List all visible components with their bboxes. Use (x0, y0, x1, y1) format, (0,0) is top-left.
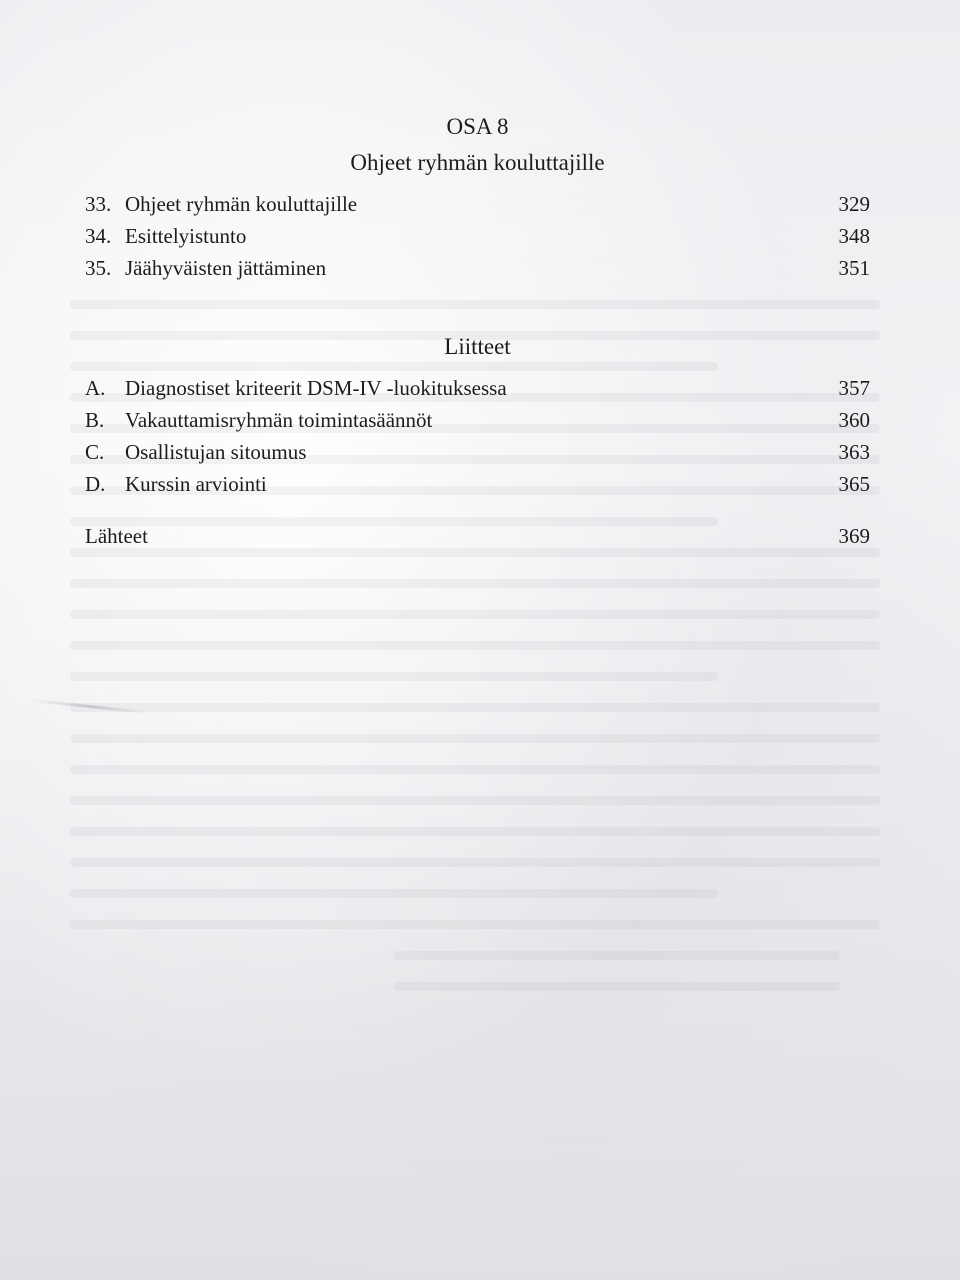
page-number: 348 (838, 224, 870, 248)
part-title: Ohjeet ryhmän kouluttajille (350, 150, 605, 175)
toc-entry-appendix-a (85, 376, 870, 408)
page-number: 329 (838, 192, 870, 216)
chapter-number: 35. (85, 256, 112, 280)
appendix-list (85, 376, 870, 504)
toc-entry-chapter-35 (85, 256, 870, 288)
toc-entry-references (85, 524, 870, 556)
page-number: 369 (838, 524, 870, 548)
page-number: 365 (838, 472, 870, 496)
chapter-number: 34. (85, 224, 112, 248)
appendix-letter: B. (85, 408, 105, 432)
appendix-title: Osallistujan sitoumus (125, 440, 307, 464)
chapter-title: Esittelyistunto (125, 224, 247, 248)
part-label: OSA 8 (446, 114, 509, 139)
page-number: 360 (838, 408, 870, 432)
appendix-title: Vakauttamisryhmän toimintasäännöt (125, 408, 433, 432)
paper-crease (30, 699, 150, 715)
appendix-letter: C. (85, 440, 105, 464)
toc-entry-chapter-33 (85, 192, 870, 224)
appendix-title: Kurssin arviointi (125, 472, 267, 496)
chapter-title: Ohjeet ryhmän kouluttajille (125, 192, 358, 216)
toc-entry-appendix-b (85, 408, 870, 440)
toc-entry-appendix-d (85, 472, 870, 504)
appendices-heading: Liitteet (444, 334, 511, 359)
appendix-title: Diagnostiset kriteerit DSM-IV -luokituksessa (125, 376, 507, 400)
page-number: 363 (838, 440, 870, 464)
page-number: 351 (838, 256, 870, 280)
chapter-list (85, 192, 870, 288)
appendix-letter: A. (85, 376, 106, 400)
page-number: 357 (838, 376, 870, 400)
chapter-number: 33. (85, 192, 112, 216)
table-of-contents (85, 112, 870, 556)
appendix-letter: D. (85, 472, 106, 496)
toc-entry-appendix-c (85, 440, 870, 472)
toc-entry-chapter-34 (85, 224, 870, 256)
references-title: Lähteet (85, 524, 148, 548)
chapter-title: Jäähyväisten jättäminen (125, 256, 327, 280)
